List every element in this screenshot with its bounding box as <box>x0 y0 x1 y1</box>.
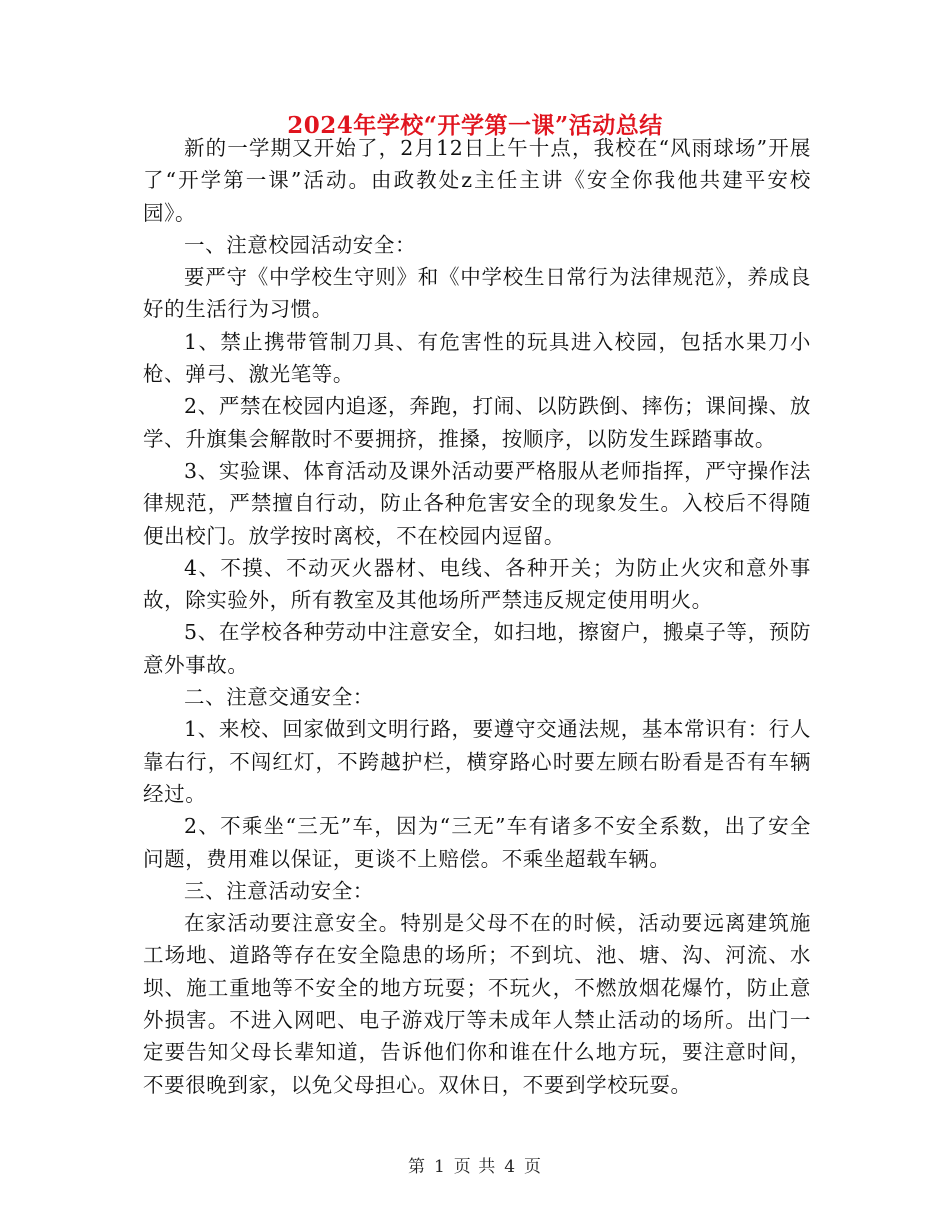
footer-middle: 页 共 <box>453 1157 497 1177</box>
list-item: 5、在学校各种劳动中注意安全，如扫地，擦窗户，搬桌子等，预防意外事故。 <box>143 620 811 677</box>
total-pages-number: 4 <box>504 1157 517 1177</box>
list-item: 2、不乘坐“三无”车，因为“三无”车有诸多不安全系数，出了安全问题，费用难以保证，更谈不上赔偿。不乘坐超载车辆。 <box>143 814 811 871</box>
footer-suffix: 页 <box>524 1157 543 1177</box>
paragraph: 新的一学期又开始了，2月12日上午十点，我校在“风雨球场”开展了“开学第一课”活动。由政教处z主任主讲《安全你我他共建平安校园》。 <box>143 136 811 225</box>
list-item: 4、不摸、不动灭火器材、电线、各种开关；为防止火灾和意外事故，除实验外，所有教室及其他场所严禁违反规定使用明火。 <box>143 555 811 613</box>
footer-prefix: 第 <box>407 1157 426 1177</box>
document-title: 2024年学校“开学第一课”活动总结 <box>287 112 663 139</box>
current-page-number: 1 <box>433 1157 446 1177</box>
paragraph: 在家活动要注意安全。特别是父母不在的时候，活动要远离建筑施工场地、道路等存在安全隐患的场所；不到坑、池、塘、沟、河流、水坝、施工重地等不安全的地方玩耍；不玩火，不燃放烟花爆竹，防止意外损害。不进入网吧、电子游戏厅等未成年人禁止活动的场所。出门一定要告知父母长辈知道，告诉他们你和谁在什么地方玩，要注意时间，不要很晚到家，以免父母担心。双休日，不要到学校玩耍。 <box>143 911 811 1097</box>
list-item: 2、严禁在校园内追逐，奔跑，打闹、以防跌倒、摔伤；课间操、放学、升旗集会解散时不要拥挤，推搡，按顺序，以防发生踩踏事故。 <box>143 394 811 451</box>
list-item: 1、来校、回家做到文明行路，要遵守交通法规，基本常识有：行人靠右行，不闯红灯，不跨越护栏，横穿路心时要左顾右盼看是否有车辆经过。 <box>143 717 811 806</box>
section-heading: 一、注意校园活动安全： <box>184 232 417 257</box>
page-footer <box>0 1152 950 1177</box>
section-heading: 三、注意活动安全： <box>184 878 374 903</box>
paragraph: 要严守《中学校生守则》和《中学校生日常行为法律规范》，养成良好的生活行为习惯。 <box>143 265 811 322</box>
list-item: 3、实验课、体育活动及课外活动要严格服从老师指挥，严守操作法律规范，严禁擅自行动，防止各种危害安全的现象发生。入校后不得随便出校门。放学按时离校，不在校园内逗留。 <box>143 458 811 548</box>
list-item: 1、禁止携带管制刀具、有危害性的玩具进入校园，包括水果刀小枪、弹弓、激光笔等。 <box>143 329 811 387</box>
section-heading: 二、注意交通安全： <box>184 685 374 710</box>
document-body <box>143 132 811 1101</box>
